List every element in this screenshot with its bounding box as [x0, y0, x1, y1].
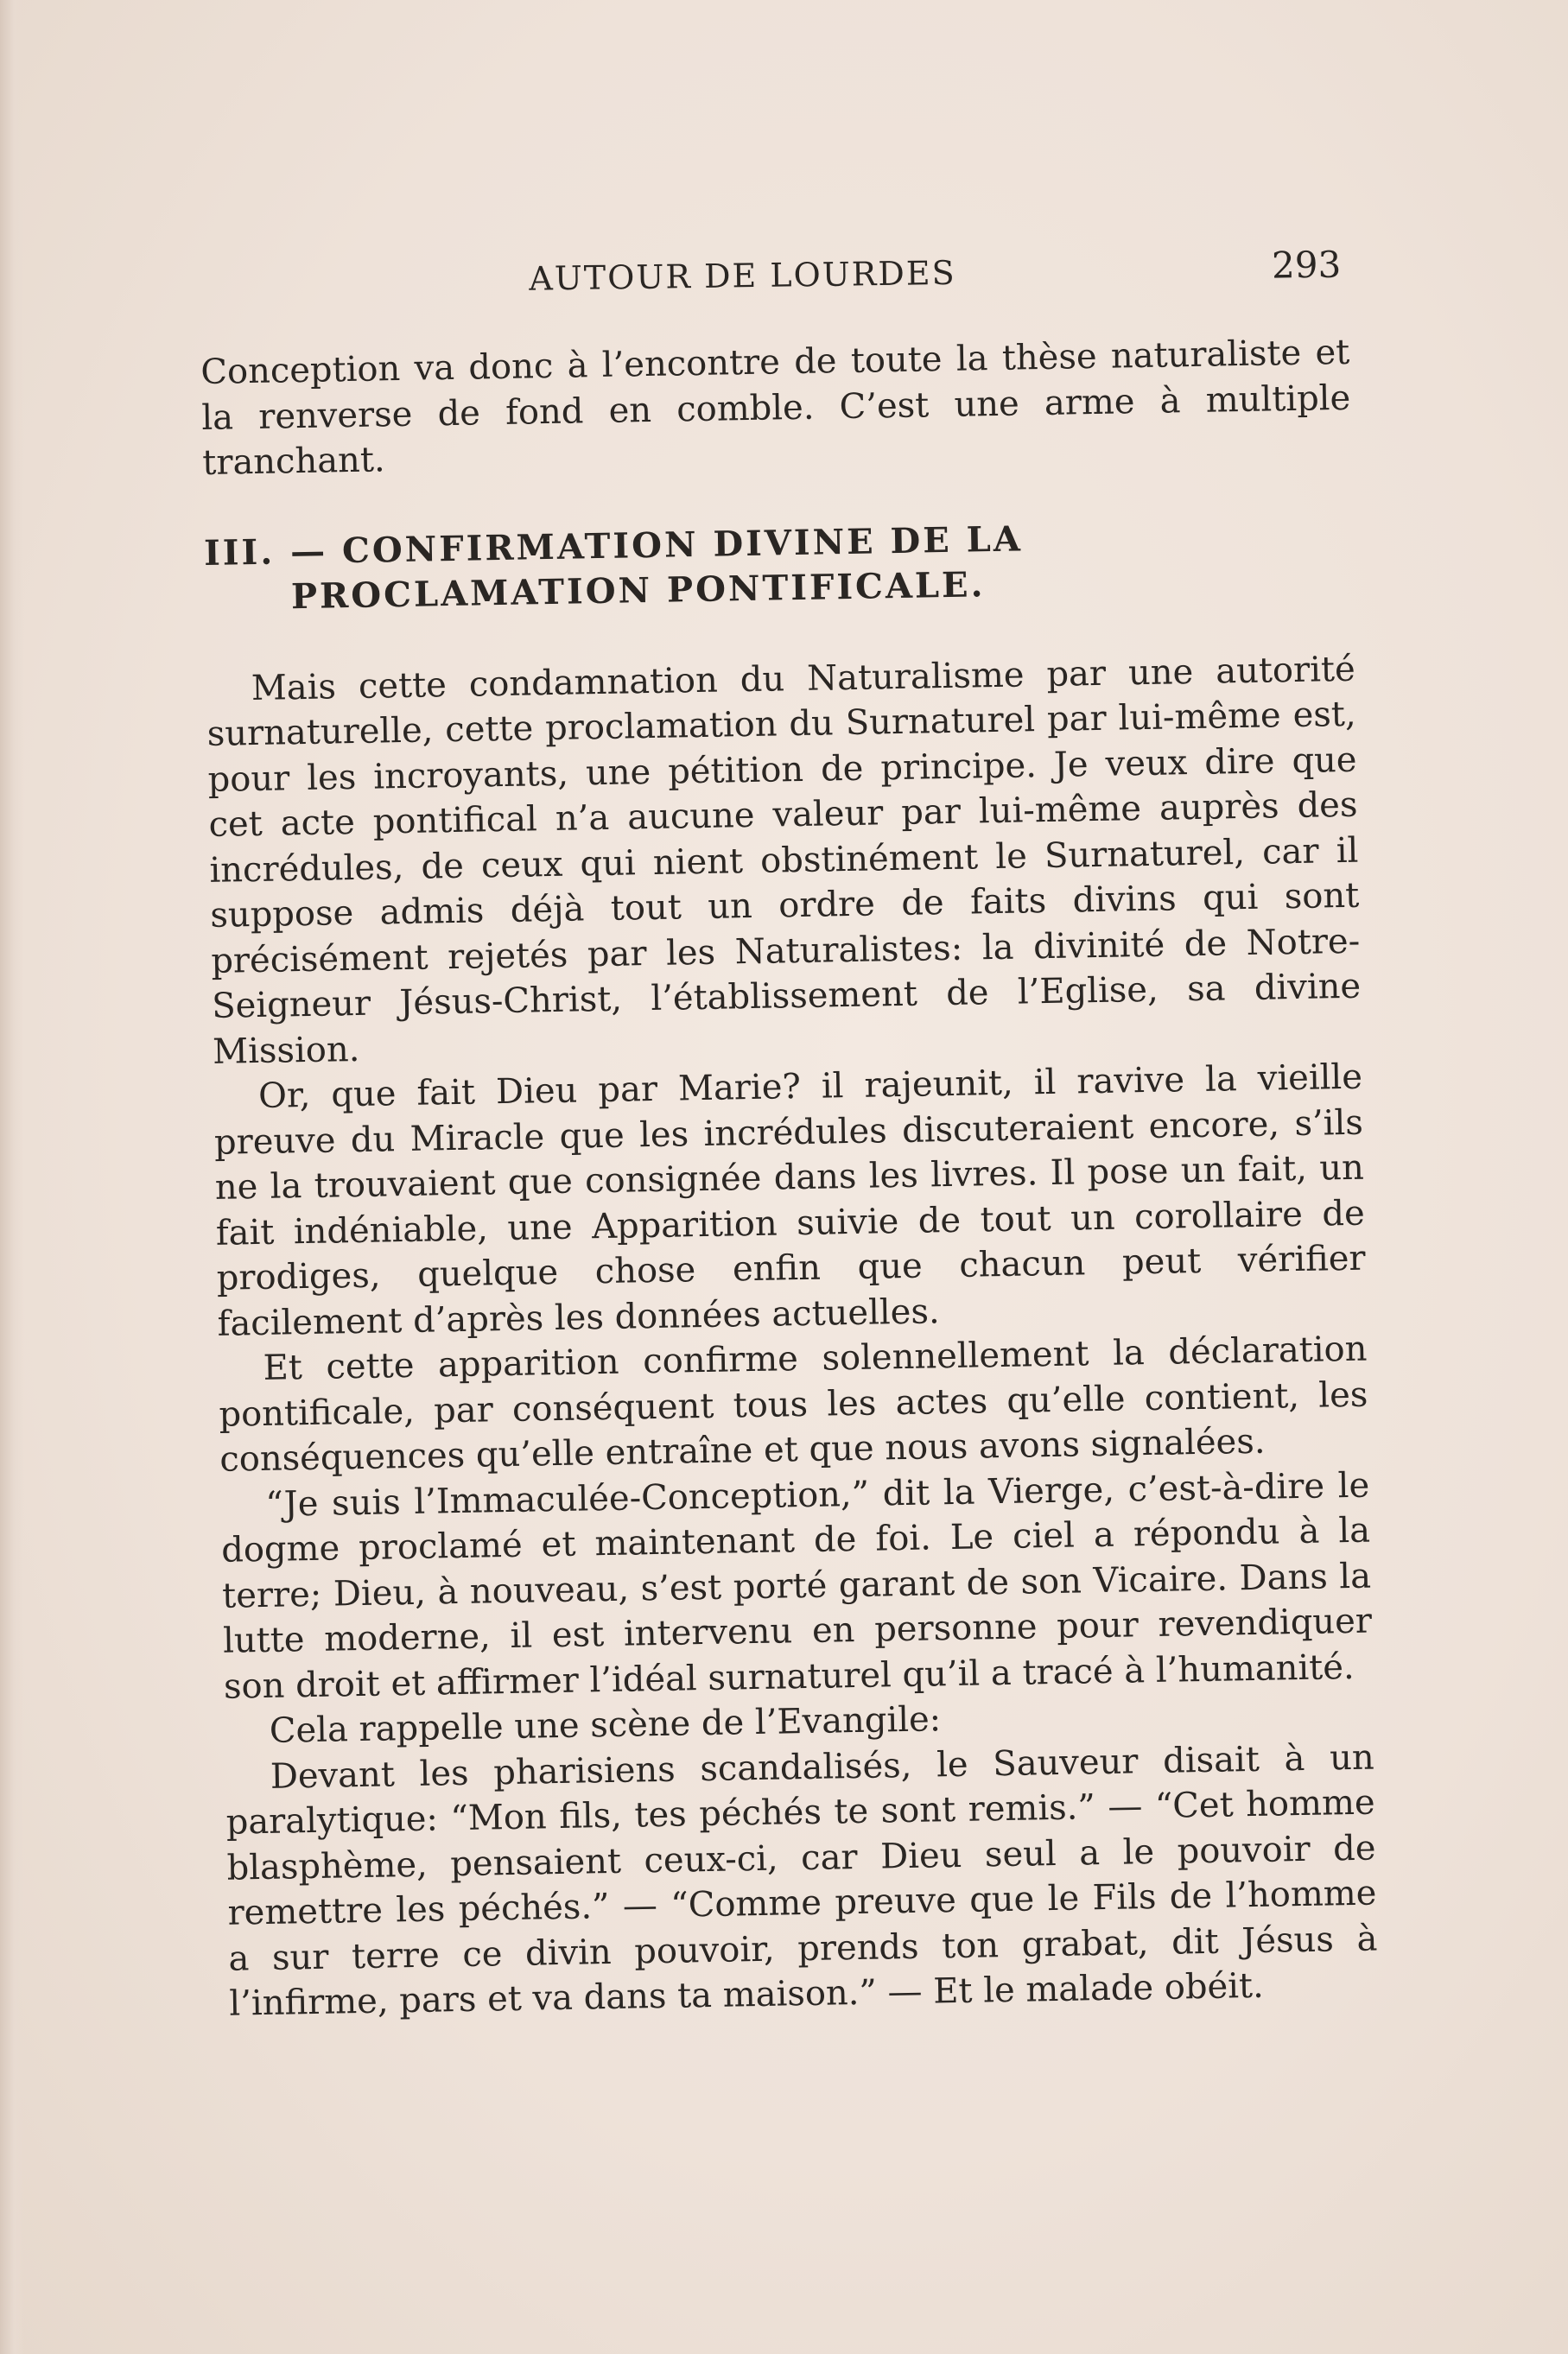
- paragraph: Devant les pharisiens scandalisés, le Sauveur disait à un paralytique: “Mon fils, tes péchés te sont remis.” — “Cet homme blasphème, pensaient ceux-ci, car Dieu seul a le pouvoir de remettre les péchés.” — “Comme preuve que le Fils de l’homme a sur terre ce divin pouvoir, prends ton grabat, dit Jésus à l’infirme, pars et va dans ta maison.” — Et le malade obéit.: [225, 1737, 1378, 2024]
- running-head: [200, 244, 1342, 311]
- section-number: III.: [203, 531, 276, 574]
- paragraph: Or, que fait Dieu par Marie? il rajeunit, il ravive la vieille preuve du Miracle que les incrédules discuteraient encore, s’ils ne la trouvaient que consignée dans les livres. Il pose un fait, un fait indéniable, une Apparition suivie de tout un corollaire de prodiges, quelque chose enfin que chacun peut vérifier facilement d’après les données actuelles.: [213, 1056, 1366, 1344]
- paragraph: Et cette apparition confirme solennellement la déclaration pontificale, par conséquent tous les actes qu’elle contient, les conséquences qu’elle entraîne et que nous avons signalées.: [219, 1329, 1368, 1480]
- page-edge-shadow: [0, 0, 24, 2354]
- paragraph: Mais cette condamnation du Naturalisme par une autorité surnaturelle, cette proclamation du Surnaturel par lui-même est, pour les incroyants, une pétition de principe. Je veux dire que cet acte pontifical n’a aucune valeur par lui-même auprès des incrédules, de ceux qui nient obstinément le Surnaturel, car il suppose admis déjà tout un ordre de faits divins qui sont précisément rejetés par les Naturalistes: la divinité de Notre-Seigneur Jésus-Christ, l’établissement de l’Eglise, sa divine Mission.: [206, 649, 1362, 1072]
- opening-paragraph: Conception va donc à l’encontre de toute la thèse naturaliste et la renverse de fond en comble. C’est une arme à multiple tranchant.: [200, 332, 1351, 483]
- text-block: [200, 330, 1379, 2027]
- page-number: 293: [1271, 243, 1342, 287]
- section-title: — CONFIRMATION DIVINE DE LA PROCLAMATION PONTIFICALE.: [289, 517, 1024, 618]
- paragraph: Cela rappelle une scène de l’Evangile:: [269, 1699, 942, 1751]
- paragraph: “Je suis l’Immaculée-Conception,” dit la Vierge, c’est-à-dire le dogme proclamé et maintenant de foi. Le ciel a répondu à la terre; Dieu, à nouveau, s’est porté garant de son Vicaire. Dans la lutte moderne, il est intervenu en personne pour revendiquer son droit et affirmer l’idéal surnaturel qu’il a tracé à l’humanité.: [220, 1465, 1373, 1707]
- running-head-title: AUTOUR DE LOURDES: [529, 253, 956, 298]
